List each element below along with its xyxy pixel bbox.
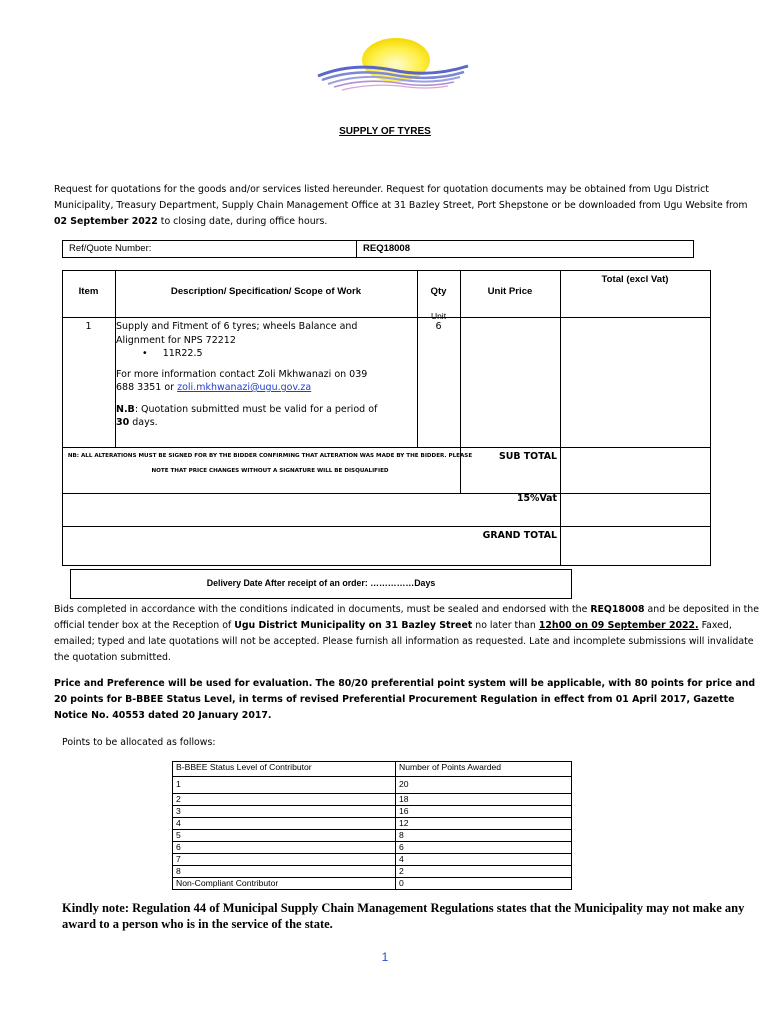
header-unit-price: Unit Price (487, 286, 533, 297)
contact-email-link[interactable]: zoli.mkhwanazi@ugu.gov.za (177, 382, 312, 393)
points-level: 2 (173, 794, 396, 806)
price-preference-paragraph: Price and Preference will be used for evaluation. The 80/20 preferential point system will be applicable, with 80 points for price and 20 points for B-BBEE Status Level, in terms of revised Preferential Procurement Regulation in effect from 01 April 2017, Gazette Notice No. 40553 dated 20 January 2017. (54, 678, 756, 721)
header-description: Description/ Specification/ Scope of Work (170, 286, 362, 297)
alterations-note: NB: ALL ALTERATIONS MUST BE SIGNED FOR BY THE BIDDER CONFIRMING THAT ALTERATION WAS MADE BY THE BIDDER. PLEASE NOTE THAT PRICE CHANGES WITHOUT A SIGNATURE WILL BE DISQUALIFIED (67, 453, 473, 474)
points-value: 12 (396, 818, 572, 830)
points-level: 7 (173, 854, 396, 866)
page-number: 1 (381, 950, 389, 964)
points-level: 4 (173, 818, 396, 830)
header-qty: Qty (430, 286, 447, 297)
points-value: 6 (396, 842, 572, 854)
points-header-points: Number of Points Awarded (396, 762, 572, 777)
points-value: 0 (396, 878, 572, 890)
delivery-date-box (70, 569, 572, 599)
points-value: 4 (396, 854, 572, 866)
intro-paragraph: Request for quotations for the goods and/or services listed hereunder. Request for quotation documents may be obtained from Ugu District Municipality, Treasury Department, Supply Chain Management Office at 31 Bazley Street, Port Shepstone or be downloaded from Ugu Website from 02 September 2022 to closing date, during office hours. (54, 184, 748, 227)
vat-label: 15%Vat (517, 493, 557, 504)
points-level: 3 (173, 806, 396, 818)
grand-total-label: GRAND TOTAL (482, 530, 557, 541)
row-item-number: 1 (85, 321, 92, 332)
points-intro: Points to be allocated as follows: (62, 737, 216, 748)
points-value: 8 (396, 830, 572, 842)
points-value: 16 (396, 806, 572, 818)
points-level: Non-Compliant Contributor (173, 878, 396, 890)
points-level: 8 (173, 866, 396, 878)
kindly-note: Kindly note: Regulation 44 of Municipal Supply Chain Management Regulations states that the Municipality may not make any award to a person who is in the service of the state. (62, 901, 745, 931)
header-item: Item (78, 286, 99, 297)
points-header-level: B-BBEE Status Level of Contributor (173, 762, 396, 777)
points-value: 2 (396, 866, 572, 878)
ref-value: REQ18008 (363, 243, 411, 254)
points-value: 20 (396, 777, 572, 794)
sub-total-label: SUB TOTAL (498, 451, 557, 462)
points-value: 18 (396, 794, 572, 806)
points-level: 1 (173, 777, 396, 794)
header-total: Total (excl Vat) (601, 274, 669, 285)
bullet-icon: • (142, 348, 163, 359)
ref-label: Ref/Quote Number: (69, 243, 152, 254)
header-unit: Unit (430, 311, 447, 321)
points-table (172, 761, 572, 890)
delivery-date-text: Delivery Date After receipt of an order: ……………Days (206, 578, 436, 588)
points-level: 6 (173, 842, 396, 854)
bids-paragraph: Bids completed in accordance with the conditions indicated in documents, must be sealed and endorsed with the REQ18008 and be deposited in the official tender box at the Reception of Ugu District Municipality on 31 Bazley Street no later than 12h00 on 09 September 2022. Faxed, emailed; typed and late quotations will not be accepted. Please furnish all information as requested. Late and incomplete submissions will invalidate the quotation submitted. (54, 604, 760, 663)
row-qty: 6 (435, 321, 442, 332)
points-level: 5 (173, 830, 396, 842)
page-title: SUPPLY OF TYRES (339, 126, 431, 137)
row-description: Supply and Fitment of 6 tyres; wheels Balance and Alignment for NPS 72212 • 11R22.5 For more information contact Zoli Mkhwanazi on 039 688 3351 or zoli.mkhwanazi@ugu.gov.za N.B: Quotation submitted must be valid for a period of 30 days. (116, 321, 378, 428)
